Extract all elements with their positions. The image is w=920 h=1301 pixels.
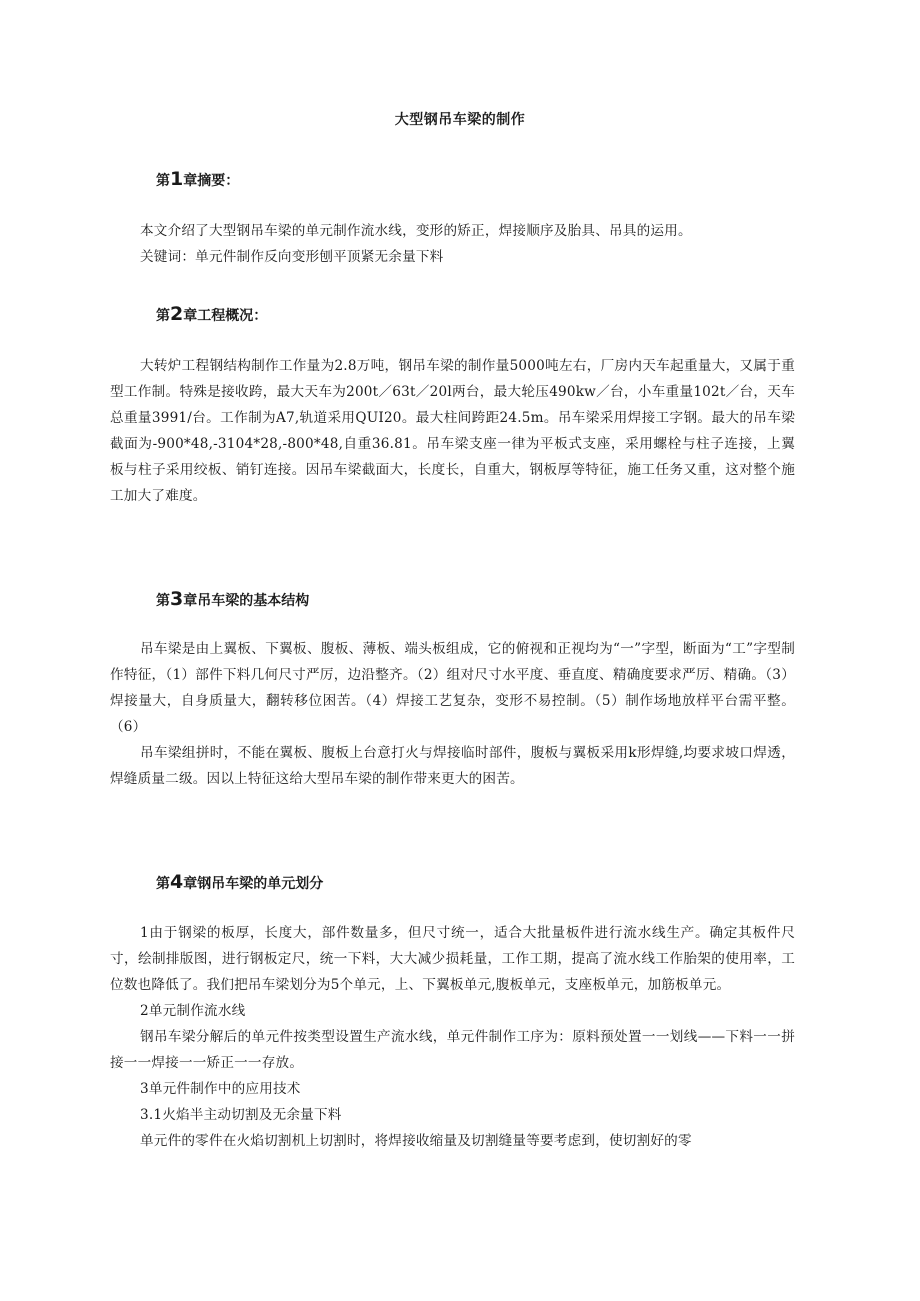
subsection-2-heading: 2单元制作流水线	[140, 1003, 246, 1019]
chapter-1-heading	[156, 168, 239, 190]
production-line-paragraph: 钢吊车梁分解后的单元件按类型设置生产流水线，单元件制作工序为：原料预处置一一划线——下料一一拼接一一焊接一一矫正一一存放。	[110, 1029, 795, 1071]
chapter-2-prefix: 第	[156, 308, 170, 324]
chapter-4-title: 章钢吊车梁的单元划分	[183, 876, 324, 892]
chapter-4-body	[110, 920, 795, 1154]
abstract-paragraph: 本文介绍了大型钢吊车梁的单元制作流水线，变形的矫正，焊接顺序及胎具、吊具的运用。	[140, 223, 692, 239]
chapter-2-title: 章工程概况：	[183, 308, 268, 324]
chapter-1-prefix: 第	[156, 173, 170, 189]
chapter-2-heading	[156, 303, 267, 325]
chapter-4-heading	[156, 871, 323, 893]
keywords-paragraph: 关键词：单元件制作反向变形刨平顶紧无余量下料	[140, 249, 444, 265]
chapter-1-body	[110, 218, 795, 270]
document-title: 大型钢吊车梁的制作	[394, 112, 526, 128]
overview-paragraph: 大转炉工程钢结构制作工作量为2.8万吨，钢吊车梁的制作量5000吨左右，厂房内天车起重量大，又属于重型工作制。特殊是接收跨，最大天车为200t／63t／20l两台，最大轮压490kw／台，小车重量102t／台，天车总重量3991/台。工作制为A7,轨道采用QUI20。最大柱间跨距24.5m。吊车梁采用焊接工字钢。最大的吊车梁截面为-900*48,-3104*28,-800*48,自重36.81。吊车梁支座一律为平板式支座，采用螺栓与柱子连接，上翼板与柱子采用绞板、销钉连接。因吊车梁截面大，长度长，自重大，钢板厚等特征，施工任务又重，这对整个施工加大了难度。	[110, 358, 795, 504]
chapter-1-number: 1	[170, 168, 184, 190]
cutting-paragraph: 单元件的零件在火焰切割机上切割时，将焊接收缩量及切割缝量等要考虑到，使切割好的零	[140, 1133, 692, 1149]
chapter-3-number: 3	[170, 588, 184, 610]
assembly-paragraph: 吊车梁组拼时，不能在翼板、腹板上台意打火与焊接临时部件，腹板与翼板采用k形焊缝,均要求坡口焊透，焊缝质量二级。因以上特征这给大型吊车梁的制作带来更大的困苦。	[110, 745, 795, 787]
subsection-3-1-heading: 3.1火焰半主动切割及无余量下料	[140, 1107, 342, 1123]
chapter-4-prefix: 第	[156, 876, 170, 892]
chapter-2-body	[110, 353, 795, 509]
chapter-1-title: 章摘要：	[183, 173, 240, 189]
chapter-3-heading	[156, 588, 309, 610]
chapter-3-title: 章吊车梁的基本结构	[183, 593, 310, 609]
chapter-2-number: 2	[170, 303, 184, 325]
chapter-4-number: 4	[170, 871, 184, 893]
chapter-3-prefix: 第	[156, 593, 170, 609]
unit-division-paragraph: 1由于钢梁的板厚，长度大，部件数量多，但尺寸统一，适合大批量板件进行流水线生产。确定其板件尺寸，绘制排版图，进行钢板定尺，统一下料，大大减少损耗量，工作工期，提高了流水线工作胎架的使用率，工位数也降低了。我们把吊车梁划分为5个单元，上、下翼板单元,腹板单元，支座板单元，加筋板单元。	[110, 925, 795, 993]
subsection-3-heading: 3单元件制作中的应用技术	[140, 1081, 301, 1097]
chapter-3-body	[110, 636, 795, 792]
structure-paragraph: 吊车梁是由上翼板、下翼板、腹板、薄板、端头板组成，它的俯视和正视均为“一”字型，断面为“工”字型制作特征，（1）部件下料几何尺寸严厉，边沿整齐。（2）组对尺寸水平度、垂直度、精确度要求严厉、精确。（3）焊接量大，自身质量大，翻转移位困苦。（4）焊接工艺复杂，变形不易控制。（5）制作场地放样平台需平整。（6）	[110, 641, 795, 735]
